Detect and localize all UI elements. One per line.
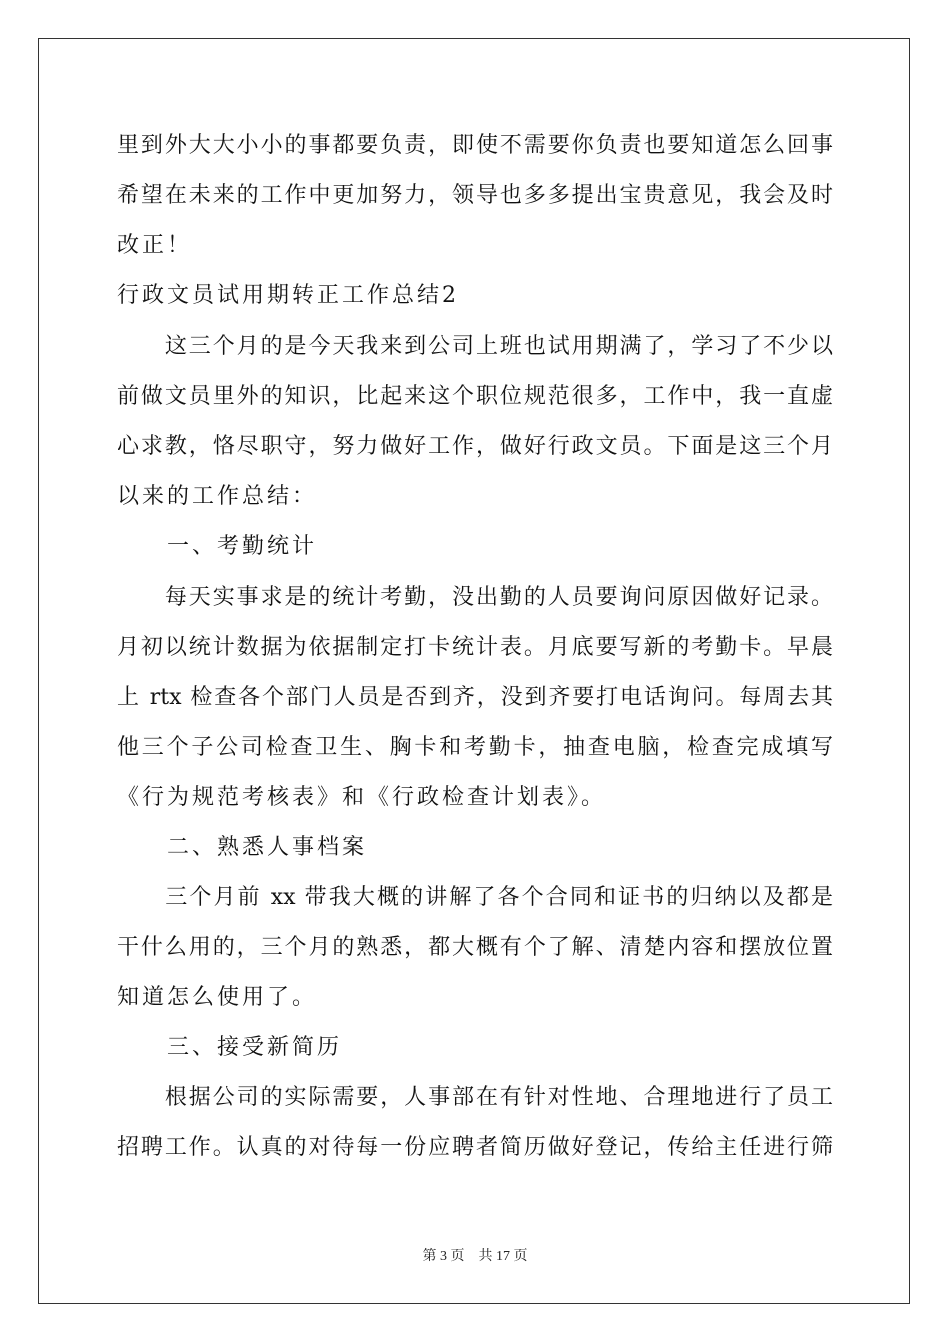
subheading: 二、熟悉人事档案 bbox=[117, 835, 368, 860]
text-line: 里到外大大小小的事都要负责，即使不需要你负责也要知道怎么回事 bbox=[117, 133, 833, 158]
text-line: 前做文员里外的知识，比起来这个职位规范很多，工作中，我一直虚 bbox=[117, 384, 833, 409]
text-line: 招聘工作。认真的对待每一份应聘者简历做好登记，传给主任进行筛 bbox=[117, 1135, 833, 1160]
subheading: 三、接受新简历 bbox=[117, 1035, 343, 1060]
text-line: 上 rtx 检查各个部门人员是否到齐，没到齐要打电话询问。每周去其 bbox=[117, 685, 833, 710]
section-title: 行政文员试用期转正工作总结2 bbox=[117, 283, 459, 308]
text-line: 每天实事求是的统计考勤，没出勤的人员要询问原因做好记录。 bbox=[117, 585, 833, 610]
text-line: 根据公司的实际需要，人事部在有针对性地、合理地进行了员工 bbox=[117, 1085, 833, 1110]
text-line: 这三个月的是今天我来到公司上班也试用期满了，学习了不少以 bbox=[117, 334, 833, 359]
text-line: 三个月前 xx 带我大概的讲解了各个合同和证书的归纳以及都是 bbox=[117, 885, 833, 910]
text-line: 希望在未来的工作中更加努力，领导也多多提出宝贵意见，我会及时 bbox=[117, 183, 833, 208]
text-line: 干什么用的，三个月的熟悉，都大概有个了解、清楚内容和摆放位置 bbox=[117, 935, 833, 960]
text-line: 改正！ bbox=[117, 233, 193, 258]
subheading: 一、考勤统计 bbox=[117, 534, 318, 559]
text-line: 知道怎么使用了。 bbox=[117, 985, 318, 1010]
page-border bbox=[38, 38, 910, 1304]
text-line: 他三个子公司检查卫生、胸卡和考勤卡，抽查电脑，检查完成填写 bbox=[117, 735, 833, 760]
text-line: 《行为规范考核表》和《行政检查计划表》。 bbox=[117, 785, 607, 810]
page-total: 共 17 页 bbox=[478, 1249, 528, 1264]
text-line: 心求教，恪尽职守，努力做好工作，做好行政文员。下面是这三个月 bbox=[117, 434, 833, 459]
page-number: 第 3 页 bbox=[422, 1249, 465, 1264]
text-line: 月初以统计数据为依据制定打卡统计表。月底要写新的考勤卡。早晨 bbox=[117, 635, 833, 660]
text-line: 以来的工作总结： bbox=[117, 484, 318, 509]
page-footer bbox=[0, 1245, 950, 1265]
